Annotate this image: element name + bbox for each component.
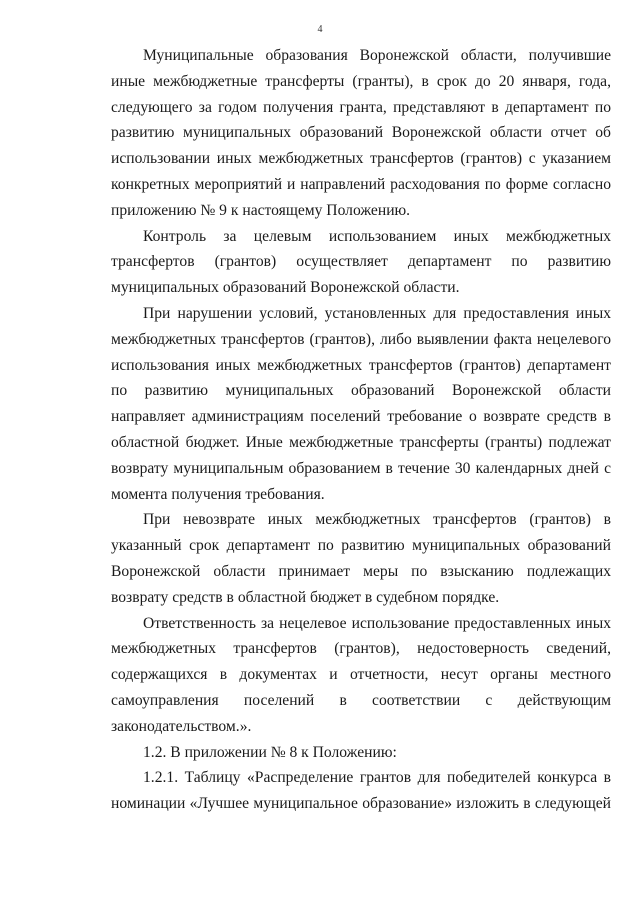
paragraph-non-return: При невозврате иных межбюджетных трансфертов (грантов) в указанный срок департамент по развитию муниципальных образований Воронежской области принимает меры по взысканию подлежащих возврату средств в областной бюджет в судебном порядке. [111, 511, 611, 606]
paragraph-appendix-8: 1.2. В приложении № 8 к Положению: [143, 743, 397, 761]
paragraph-violation: При нарушении условий, установленных для предоставления иных межбюджетных трансфертов (грантов), либо выявлении факта нецелевого использования иных межбюджетных трансфертов (грантов) департамент по развитию муниципальных образований Воронежской области направляет администрациям поселений требование о возврате средств в областной бюджет. Иные межбюджетные трансферты (гранты) подлежат возврату муниципальным образованием в течение 30 календарных дней с момента получения требования. [111, 304, 611, 503]
paragraph-table-change: 1.2.1. Таблицу «Распределение грантов для победителей конкурса в номинации «Лучшее муниципальное образование» изложить в следующей [111, 769, 611, 813]
paragraph-responsibility: Ответственность за нецелевое использование предоставленных иных межбюджетных трансфертов (грантов), недостоверность сведений, содержащихся в документах и отчетности, несут органы местного самоуправления поселений в соответствии с действующим законодательством.». [111, 614, 611, 735]
paragraph-control: Контроль за целевым использованием иных межбюджетных трансфертов (грантов) осуществляет департамент по развитию муниципальных образований Воронежской области. [111, 227, 611, 297]
paragraph-report-requirement: Муниципальные образования Воронежской области, получившие иные межбюджетные трансферты (гранты), в срок до 20 января, года, следующего за годом получения гранта, представляют в департамент по развитию муниципальных образований Воронежской области отчет об использовании иных межбюджетных трансфертов (грантов) с указанием конкретных мероприятий и направлений расходования по форме согласно приложению № 9 к настоящему Положению. [111, 47, 611, 219]
document-body [111, 43, 611, 817]
page-number: 4 [317, 24, 323, 35]
